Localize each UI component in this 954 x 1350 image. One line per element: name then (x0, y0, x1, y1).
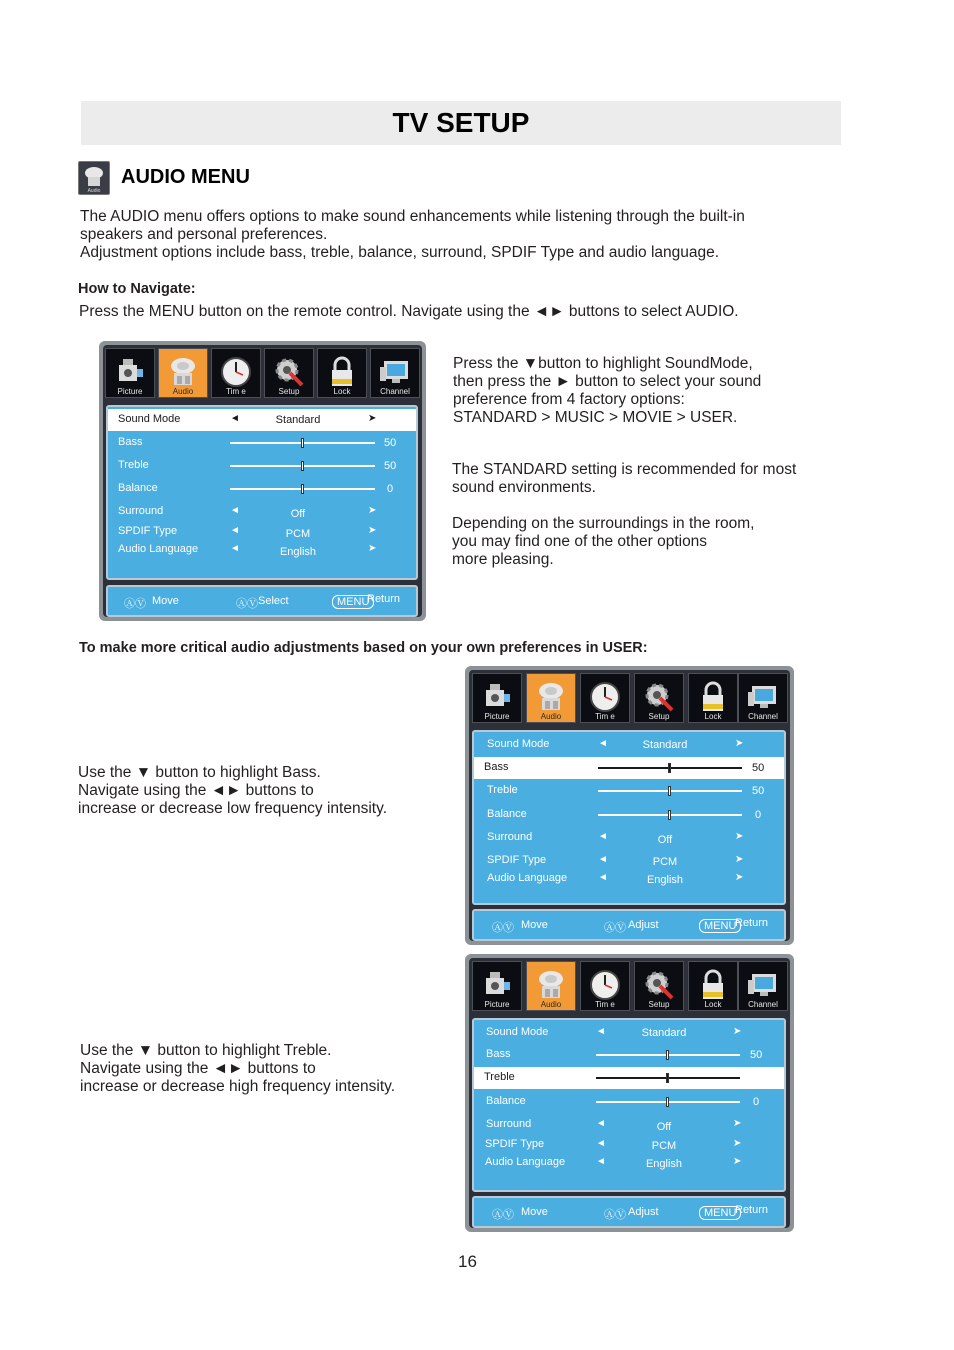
row-label: Bass (484, 761, 509, 773)
tab-picture[interactable] (105, 348, 155, 398)
tab-label: Tim e (595, 1000, 615, 1009)
section-title: AUDIO MENU (121, 166, 250, 188)
gear-icon (642, 968, 676, 1002)
tab-label: Picture (117, 387, 143, 396)
tab-label: Audio (540, 712, 562, 721)
instruction-line: Navigate using the ◄► buttons to (78, 782, 314, 799)
instruction-line: Use the ▼ button to highlight Treble. (80, 1042, 332, 1059)
clock-icon (588, 968, 622, 1002)
row-value: English (279, 546, 317, 558)
left-arrow-icon[interactable]: ◄ (598, 831, 608, 842)
instruction-line: increase or decrease low frequency intensity. (78, 800, 388, 817)
footer-move-label: Move (521, 919, 548, 931)
lock-icon (696, 968, 730, 1002)
row-label: Sound Mode (486, 1026, 549, 1038)
surround-row[interactable] (108, 501, 416, 523)
gear-icon (642, 680, 676, 714)
tab-lock[interactable] (317, 348, 367, 398)
row-label: SPDIF Type (485, 1138, 545, 1150)
audio-language-row[interactable] (108, 539, 416, 561)
tab-channel[interactable] (370, 348, 420, 398)
treble-instructions (80, 1042, 395, 1096)
tab-label: Channel (748, 1000, 778, 1009)
row-label: Bass (118, 436, 143, 448)
row-value: Off (657, 834, 673, 846)
left-right-icon: ⒶⓋ (604, 1209, 626, 1221)
left-right-icon: ⒶⓋ (604, 922, 626, 934)
row-value: 50 (384, 460, 397, 472)
left-arrow-icon[interactable]: ◄ (596, 1138, 606, 1149)
row-label: Audio Language (487, 872, 568, 884)
sound-mode-instructions (453, 355, 761, 427)
clock-icon (588, 680, 622, 714)
row-value: Off (656, 1121, 672, 1133)
balance-slider[interactable] (230, 488, 375, 490)
footer-bar (472, 1196, 786, 1228)
tab-label: Audio (540, 1000, 562, 1009)
instruction-line: Press the ▼button to highlight SoundMode, (453, 355, 753, 372)
menu-button-icon: MENU (699, 1206, 741, 1220)
row-label: Sound Mode (487, 738, 550, 750)
tab-audio[interactable] (158, 348, 208, 398)
bass-row[interactable] (108, 432, 416, 454)
row-value: PCM (651, 1140, 677, 1152)
instruction-line: Navigate using the ◄► buttons to (80, 1060, 316, 1077)
balance-row[interactable] (108, 478, 416, 500)
slider-knob[interactable] (666, 1050, 669, 1060)
left-arrow-icon[interactable]: ◄ (230, 505, 240, 516)
sound-mode-row[interactable] (474, 734, 784, 756)
audio-section-icon (78, 161, 110, 195)
tab-label: Channel (380, 387, 410, 396)
row-label: Surround (486, 1118, 532, 1130)
bass-slider[interactable] (230, 442, 375, 444)
tab-label: Picture (484, 1000, 510, 1009)
lock-icon (325, 355, 359, 389)
footer-adjust-label: Adjust (628, 919, 659, 931)
camera-icon (480, 680, 514, 714)
audio-settings-panel (472, 1018, 786, 1192)
row-value: 50 (384, 437, 397, 449)
tab-label: Lock (704, 1000, 722, 1009)
lock-icon (696, 680, 730, 714)
footer-bar (106, 585, 418, 617)
tab-picture[interactable] (472, 673, 522, 723)
left-arrow-icon[interactable]: ◄ (598, 738, 608, 749)
footer-return-label: Return (367, 593, 401, 605)
instruction-line: preference from 4 factory options: (453, 391, 685, 408)
left-arrow-icon[interactable]: ◄ (596, 1026, 606, 1037)
slider-knob[interactable] (301, 461, 304, 471)
footer-adjust-label: Adjust (628, 1206, 659, 1218)
tab-label: Tim e (226, 387, 246, 396)
right-arrow-icon[interactable]: ➤ (733, 1118, 742, 1129)
balance-slider[interactable] (596, 1101, 740, 1103)
tab-label: Tim e (595, 712, 615, 721)
row-label: Treble (118, 459, 149, 471)
row-value: 50 (752, 762, 765, 774)
slider-knob[interactable] (668, 763, 671, 773)
row-label: Surround (118, 505, 164, 517)
surround-row[interactable] (474, 1114, 784, 1136)
up-down-icon: ⒶⓋ (124, 598, 146, 610)
footer-return-label: Return (735, 1204, 769, 1216)
slider-knob[interactable] (301, 484, 304, 494)
speaker-icon (534, 680, 568, 714)
speaker-icon (534, 968, 568, 1002)
up-down-icon: ⒶⓋ (492, 1209, 514, 1221)
left-arrow-icon[interactable]: ◄ (230, 543, 240, 554)
tv-menu-frame (103, 345, 422, 617)
left-arrow-icon[interactable]: ◄ (598, 854, 608, 865)
treble-row[interactable] (474, 780, 784, 802)
treble-slider[interactable] (598, 790, 742, 792)
left-arrow-icon[interactable]: ◄ (230, 413, 240, 424)
footer-select-label: Select (258, 595, 289, 607)
up-down-icon: ⒶⓋ (492, 922, 514, 934)
footer-move-label: Move (521, 1206, 548, 1218)
tv-menu-screenshot-2 (465, 666, 794, 945)
page-number: 16 (458, 1252, 477, 1271)
audio-settings-panel (472, 730, 786, 905)
instruction-line: Depending on the surroundings in the room, (452, 515, 755, 532)
surroundings-note (452, 515, 754, 569)
bass-slider[interactable] (598, 767, 742, 769)
tab-setup[interactable] (634, 961, 684, 1011)
balance-row[interactable] (474, 1091, 784, 1113)
title-bar (81, 101, 841, 145)
tab-lock[interactable] (688, 673, 738, 723)
bass-instructions (78, 764, 387, 818)
row-value: 50 (752, 785, 765, 797)
row-value: Standard (641, 1027, 687, 1039)
audio-language-row[interactable] (474, 1152, 784, 1174)
tab-label: Channel (748, 712, 778, 721)
row-value: Standard (642, 739, 688, 751)
tv-menu-screenshot-1 (99, 341, 426, 621)
nav-heading: How to Navigate: (78, 281, 196, 297)
right-arrow-icon[interactable]: ➤ (368, 543, 377, 554)
tab-audio[interactable] (526, 961, 576, 1011)
user-heading: To make more critical audio adjustments based on your own preferences in USER: (79, 640, 648, 656)
intro-line: Adjustment options include bass, treble, balance, surround, SPDIF Type and audio language. (80, 244, 720, 261)
tab-lock[interactable] (688, 961, 738, 1011)
tab-label: Lock (333, 387, 351, 396)
camera-icon (113, 355, 147, 389)
right-arrow-icon[interactable]: ➤ (368, 413, 377, 424)
left-arrow-icon[interactable]: ◄ (596, 1156, 606, 1167)
tab-label: Picture (484, 712, 510, 721)
slider-knob[interactable] (666, 1097, 669, 1107)
row-label: Bass (486, 1048, 511, 1060)
slider-knob[interactable] (668, 810, 671, 820)
row-value: 0 (755, 809, 762, 821)
bass-row[interactable] (474, 1044, 784, 1066)
tab-time[interactable] (580, 673, 630, 723)
right-arrow-icon[interactable]: ➤ (733, 1138, 742, 1149)
right-arrow-icon[interactable]: ➤ (368, 525, 377, 536)
row-label: Balance (486, 1095, 526, 1107)
instruction-line: The STANDARD setting is recommended for most (452, 461, 797, 478)
section-icon-label: Audio (87, 188, 101, 194)
instruction-line: sound environments. (452, 479, 596, 496)
treble-slider[interactable] (230, 465, 375, 467)
tab-channel[interactable] (738, 673, 788, 723)
tab-label: Audio (172, 387, 194, 396)
row-label: Balance (118, 482, 158, 494)
instruction-line: STANDARD > MUSIC > MOVIE > USER. (453, 409, 738, 426)
row-value: 0 (753, 1096, 760, 1108)
left-arrow-icon[interactable]: ◄ (596, 1118, 606, 1129)
balance-slider[interactable] (598, 814, 742, 816)
row-label: SPDIF Type (118, 525, 178, 537)
audio-settings-panel (106, 405, 418, 580)
instruction-line: Use the ▼ button to highlight Bass. (78, 764, 321, 781)
monitor-icon (746, 680, 780, 714)
clock-icon (219, 355, 253, 389)
row-value: 50 (750, 1049, 763, 1061)
row-label: Surround (487, 831, 533, 843)
tab-picture[interactable] (472, 961, 522, 1011)
intro-text (80, 208, 745, 262)
instruction-line: more pleasing. (452, 551, 554, 568)
row-label: Treble (487, 784, 518, 796)
tab-label: Setup (278, 387, 300, 396)
row-value: PCM (285, 528, 311, 540)
tab-label: Setup (648, 1000, 670, 1009)
bass-row[interactable] (474, 757, 784, 779)
left-arrow-icon[interactable]: ◄ (598, 872, 608, 883)
tv-menu-frame (469, 670, 790, 941)
menu-button-icon: MENU (699, 919, 741, 933)
gear-icon (272, 355, 306, 389)
intro-line: The AUDIO menu offers options to make sound enhancements while listening through the built-in (80, 208, 745, 225)
right-arrow-icon[interactable]: ➤ (735, 872, 744, 883)
intro-line: speakers and personal preferences. (80, 226, 328, 243)
tab-setup[interactable] (634, 673, 684, 723)
row-value: 0 (387, 483, 394, 495)
row-label: Sound Mode (118, 413, 181, 425)
tab-time[interactable] (211, 348, 261, 398)
row-value: PCM (652, 856, 678, 868)
left-arrow-icon[interactable]: ◄ (230, 525, 240, 536)
footer-move-label: Move (152, 595, 179, 607)
row-label: Balance (487, 808, 527, 820)
monitor-icon (746, 968, 780, 1002)
row-value: English (645, 1158, 683, 1170)
tab-label: Setup (648, 712, 670, 721)
instruction-line: increase or decrease high frequency intensity. (80, 1078, 396, 1095)
camera-icon (480, 968, 514, 1002)
left-right-icon: ⒶⓋ (236, 598, 258, 610)
menu-button-icon: MENU (332, 595, 374, 609)
page-title: TV SETUP (392, 107, 530, 138)
footer-bar (472, 909, 786, 941)
tv-menu-screenshot-3 (465, 954, 794, 1232)
row-label: Audio Language (485, 1156, 566, 1168)
row-label: Treble (484, 1071, 515, 1083)
slider-knob[interactable] (666, 1073, 669, 1083)
row-value: Standard (275, 414, 321, 426)
speaker-icon (166, 355, 200, 389)
audio-language-row[interactable] (474, 868, 784, 890)
tv-menu-frame (469, 958, 790, 1228)
tab-audio[interactable] (526, 673, 576, 723)
instruction-line: you may find one of the other options (452, 533, 708, 550)
slider-knob[interactable] (301, 438, 304, 448)
row-label: Audio Language (118, 543, 199, 555)
sound-mode-row[interactable] (108, 409, 416, 431)
surround-row[interactable] (474, 827, 784, 849)
slider-knob[interactable] (668, 786, 671, 796)
right-arrow-icon[interactable]: ➤ (368, 505, 377, 516)
tab-time[interactable] (580, 961, 630, 1011)
right-arrow-icon[interactable]: ➤ (735, 738, 744, 749)
treble-slider[interactable] (596, 1077, 740, 1079)
bass-slider[interactable] (596, 1054, 740, 1056)
sound-mode-row[interactable] (474, 1022, 784, 1044)
right-arrow-icon[interactable]: ➤ (735, 854, 744, 865)
footer-return-label: Return (735, 917, 769, 929)
balance-row[interactable] (474, 804, 784, 826)
tab-channel[interactable] (738, 961, 788, 1011)
instruction-line: then press the ► button to select your sound (453, 373, 762, 390)
right-arrow-icon[interactable]: ➤ (733, 1156, 742, 1167)
right-arrow-icon[interactable]: ➤ (735, 831, 744, 842)
nav-text: Press the MENU button on the remote control. Navigate using the ◄► buttons to select AUDIO. (79, 303, 739, 320)
right-arrow-icon[interactable]: ➤ (733, 1026, 742, 1037)
standard-recommendation (452, 461, 796, 497)
treble-row[interactable] (474, 1067, 784, 1089)
tab-label: Lock (704, 712, 722, 721)
row-value: Off (290, 508, 306, 520)
row-label: SPDIF Type (487, 854, 547, 866)
monitor-icon (378, 355, 412, 389)
tab-setup[interactable] (264, 348, 314, 398)
treble-row[interactable] (108, 455, 416, 477)
row-value: English (646, 874, 684, 886)
